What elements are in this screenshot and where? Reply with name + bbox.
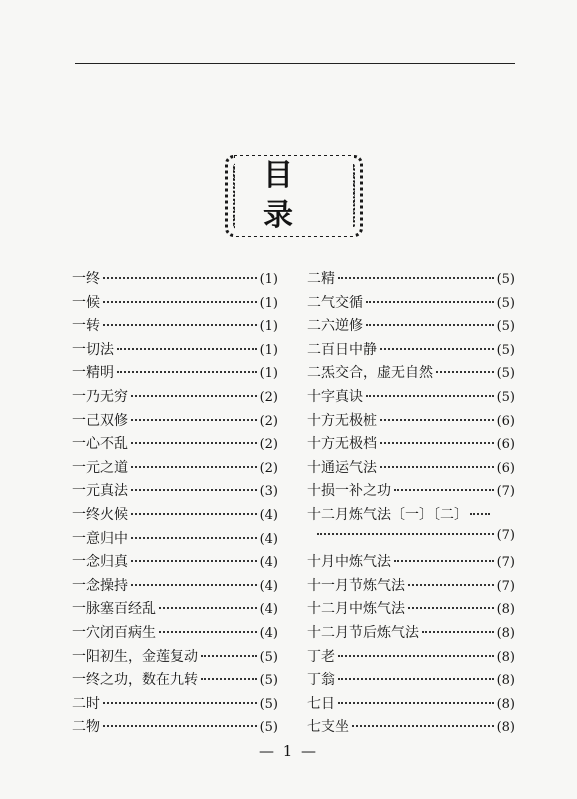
toc-entry[interactable] xyxy=(307,386,515,410)
toc-entry[interactable] xyxy=(307,693,515,717)
toc-entry-page: (7) xyxy=(496,527,515,543)
toc-entry-page: (5) xyxy=(259,673,278,689)
title-frame xyxy=(225,155,363,237)
toc-entry-page: (5) xyxy=(259,649,278,665)
toc-entry-page: (6) xyxy=(496,437,515,453)
toc-entry-page: (2) xyxy=(259,437,278,453)
toc-entry-page: (8) xyxy=(496,696,515,712)
toc-entry[interactable] xyxy=(72,598,278,622)
toc-entry-label: 十字真诀 xyxy=(307,388,363,405)
toc-entry-label: 二炁交合，虚无自然 xyxy=(307,365,433,382)
toc-entry-page: (7) xyxy=(496,578,515,594)
toc-entry-page: (8) xyxy=(496,720,515,736)
toc-entry-label: 一精明 xyxy=(72,365,114,382)
toc-entry-label: 十一月节炼气法 xyxy=(307,577,405,594)
toc-leader xyxy=(338,678,494,680)
toc-entry[interactable] xyxy=(72,669,278,693)
toc-leader xyxy=(103,277,257,279)
toc-entry[interactable] xyxy=(72,575,278,599)
toc-entry[interactable] xyxy=(307,457,515,481)
toc-entry-label: 一乃无穷 xyxy=(72,388,128,405)
toc-entry[interactable] xyxy=(72,622,278,646)
toc-right-column xyxy=(307,268,515,740)
toc-entry-page: (5) xyxy=(259,720,278,736)
toc-entry-label: 一切法 xyxy=(72,341,114,358)
toc-entry[interactable] xyxy=(72,551,278,575)
toc-entry[interactable] xyxy=(72,693,278,717)
toc-leader xyxy=(408,607,494,609)
toc-leader xyxy=(408,584,494,586)
toc-leader xyxy=(103,301,257,303)
toc-entry-label: 七日 xyxy=(307,695,335,712)
toc-entry-label: 一终之功，数在九转 xyxy=(72,672,198,689)
toc-entry-label: 一穴闭百病生 xyxy=(72,624,156,641)
toc-entry[interactable] xyxy=(307,646,515,670)
toc-entry-page: (4) xyxy=(259,555,278,571)
toc-entry-page: (5) xyxy=(496,272,515,287)
toc-entry[interactable] xyxy=(307,410,515,434)
toc-leader xyxy=(352,725,494,727)
toc-leader xyxy=(117,348,257,350)
toc-entry-label: 十通运气法 xyxy=(307,459,377,476)
toc-entry[interactable] xyxy=(72,339,278,363)
toc-entry-page: (2) xyxy=(259,389,278,405)
toc-leader xyxy=(366,395,494,397)
toc-left-column xyxy=(72,268,278,740)
toc-entry-label: 一转 xyxy=(72,318,100,335)
toc-leader xyxy=(470,513,490,515)
toc-entry-page: (5) xyxy=(496,366,515,382)
toc-entry-label: 一己双修 xyxy=(72,412,128,429)
toc-entry-page: (4) xyxy=(259,507,278,523)
toc-entry[interactable] xyxy=(72,268,278,292)
toc-leader xyxy=(131,442,257,444)
toc-entry-label: 二气交循 xyxy=(307,294,363,311)
toc-entry-label: 二物 xyxy=(72,719,100,736)
toc-entry-page: (7) xyxy=(496,555,515,571)
toc-entry-page: (4) xyxy=(259,625,278,641)
toc-leader xyxy=(436,371,494,373)
toc-entry-page: (8) xyxy=(496,649,515,665)
toc-entry[interactable] xyxy=(72,528,278,552)
toc-entry[interactable] xyxy=(72,362,278,386)
toc-entry-page: (2) xyxy=(259,460,278,476)
toc-leader xyxy=(380,442,494,444)
toc-leader xyxy=(317,533,494,535)
toc-entry-label: 十二月中炼气法 xyxy=(307,601,405,618)
toc-entry-label: 一元之道 xyxy=(72,459,128,476)
toc-entry[interactable] xyxy=(72,410,278,434)
toc-leader xyxy=(131,489,257,491)
toc-leader xyxy=(380,348,494,350)
toc-entry-label: 一念操持 xyxy=(72,577,128,594)
toc-leader xyxy=(131,560,257,562)
toc-entry-page: (1) xyxy=(259,272,278,287)
toc-entry-page: (7) xyxy=(496,484,515,500)
toc-entry[interactable] xyxy=(72,504,278,528)
toc-entry-page: (4) xyxy=(259,531,278,547)
toc-leader xyxy=(131,513,257,515)
top-rule xyxy=(75,63,515,64)
toc-entry[interactable] xyxy=(307,622,515,646)
toc-entry-label: 二时 xyxy=(72,695,100,712)
toc-entry-page: (6) xyxy=(496,413,515,429)
toc-entry[interactable] xyxy=(72,386,278,410)
toc-leader xyxy=(103,324,257,326)
toc-entry-label: 丁老 xyxy=(307,648,335,665)
toc-entry-label: 二精 xyxy=(307,271,335,287)
toc-entry-page: (5) xyxy=(496,342,515,358)
toc-entry[interactable] xyxy=(307,480,515,504)
toc-entry-label: 一终 xyxy=(72,271,100,287)
toc-entry[interactable] xyxy=(72,480,278,504)
toc-leader xyxy=(117,371,257,373)
toc-entry[interactable] xyxy=(307,362,515,386)
toc-entry-page: (5) xyxy=(496,389,515,405)
toc-entry-label: 二六逆修 xyxy=(307,318,363,335)
toc-leader xyxy=(366,301,494,303)
toc-entry-label: 一终火候 xyxy=(72,506,128,523)
toc-entry-label: 丁翁 xyxy=(307,672,335,689)
toc-leader xyxy=(338,702,494,704)
toc-entry-page: (8) xyxy=(496,673,515,689)
toc-entry[interactable] xyxy=(72,315,278,339)
toc-entry-label: 一念归真 xyxy=(72,554,128,571)
toc-entry-label: 一心不乱 xyxy=(72,436,128,453)
toc-entry[interactable] xyxy=(72,646,278,670)
toc-entry[interactable] xyxy=(307,315,515,339)
toc-entry-page: (4) xyxy=(259,602,278,618)
toc-entry[interactable] xyxy=(307,598,515,622)
toc-entry-label: 一脉塞百经乱 xyxy=(72,601,156,618)
toc-entry[interactable] xyxy=(307,292,515,316)
toc-entry-label: 一候 xyxy=(72,294,100,311)
toc-entry[interactable] xyxy=(307,575,515,599)
toc-leader xyxy=(159,631,257,633)
toc-entry-page: (1) xyxy=(259,295,278,311)
toc-entry-page: (3) xyxy=(259,484,278,500)
toc-entry[interactable] xyxy=(307,504,515,551)
toc-entry-label: 二百日中静 xyxy=(307,341,377,358)
toc-entry-label: 十月中炼气法 xyxy=(307,554,391,571)
toc-leader xyxy=(338,655,494,657)
toc-leader xyxy=(422,631,494,633)
toc-entry-label: 七支坐 xyxy=(307,719,349,736)
toc-entry-label: 十二月炼气法〔一〕〔二〕 xyxy=(307,506,468,523)
toc-entry-page: (6) xyxy=(496,460,515,476)
toc-leader xyxy=(366,324,494,326)
toc-entry[interactable] xyxy=(307,551,515,575)
toc-entry-page: (2) xyxy=(259,413,278,429)
toc-leader xyxy=(103,725,257,727)
toc-entry[interactable] xyxy=(72,433,278,457)
toc-entry[interactable] xyxy=(307,433,515,457)
toc-entry-label: 十方无极桩 xyxy=(307,412,377,429)
toc-leader xyxy=(394,489,494,491)
toc-entry-label: 十损一补之功 xyxy=(307,483,391,500)
toc-entry-label: 一意归中 xyxy=(72,530,128,547)
toc-entry-page: (1) xyxy=(259,342,278,358)
toc-leader xyxy=(338,277,494,279)
toc-entry-label: 十方无极档 xyxy=(307,436,377,453)
toc-entry-label: 一阳初生，金莲复动 xyxy=(72,648,198,665)
toc-entry-page: (8) xyxy=(496,602,515,618)
toc-leader xyxy=(131,584,257,586)
toc-entry[interactable] xyxy=(72,292,278,316)
toc-leader xyxy=(131,466,257,468)
toc-leader xyxy=(131,395,257,397)
toc-leader xyxy=(201,655,257,657)
toc-entry-label: 十二月节后炼气法 xyxy=(307,624,419,641)
toc-leader xyxy=(380,419,494,421)
page-number: — 1 — xyxy=(258,742,319,760)
toc-leader xyxy=(103,702,257,704)
toc-entry[interactable] xyxy=(72,457,278,481)
toc-leader xyxy=(131,419,257,421)
toc-entry-page: (5) xyxy=(496,295,515,311)
toc-leader xyxy=(380,466,494,468)
toc-leader xyxy=(159,607,257,609)
toc-entry-page: (8) xyxy=(496,625,515,641)
toc-entry[interactable] xyxy=(307,268,515,292)
toc-entry-page: (5) xyxy=(496,319,515,335)
toc-entry-page: (1) xyxy=(259,319,278,335)
toc-leader xyxy=(394,560,494,562)
toc-leader xyxy=(131,537,257,539)
toc-entry-page: (4) xyxy=(259,578,278,594)
page-title: 目 录 xyxy=(235,156,353,236)
toc-entry[interactable] xyxy=(72,716,278,740)
toc-leader xyxy=(201,678,257,680)
toc-entry-label: 一元真法 xyxy=(72,483,128,500)
toc-entry-page: (5) xyxy=(259,696,278,712)
toc-entry-page: (1) xyxy=(259,366,278,382)
title-pattern xyxy=(233,158,355,233)
toc-entry[interactable] xyxy=(307,716,515,740)
toc-entry[interactable] xyxy=(307,339,515,363)
toc-entry[interactable] xyxy=(307,669,515,693)
